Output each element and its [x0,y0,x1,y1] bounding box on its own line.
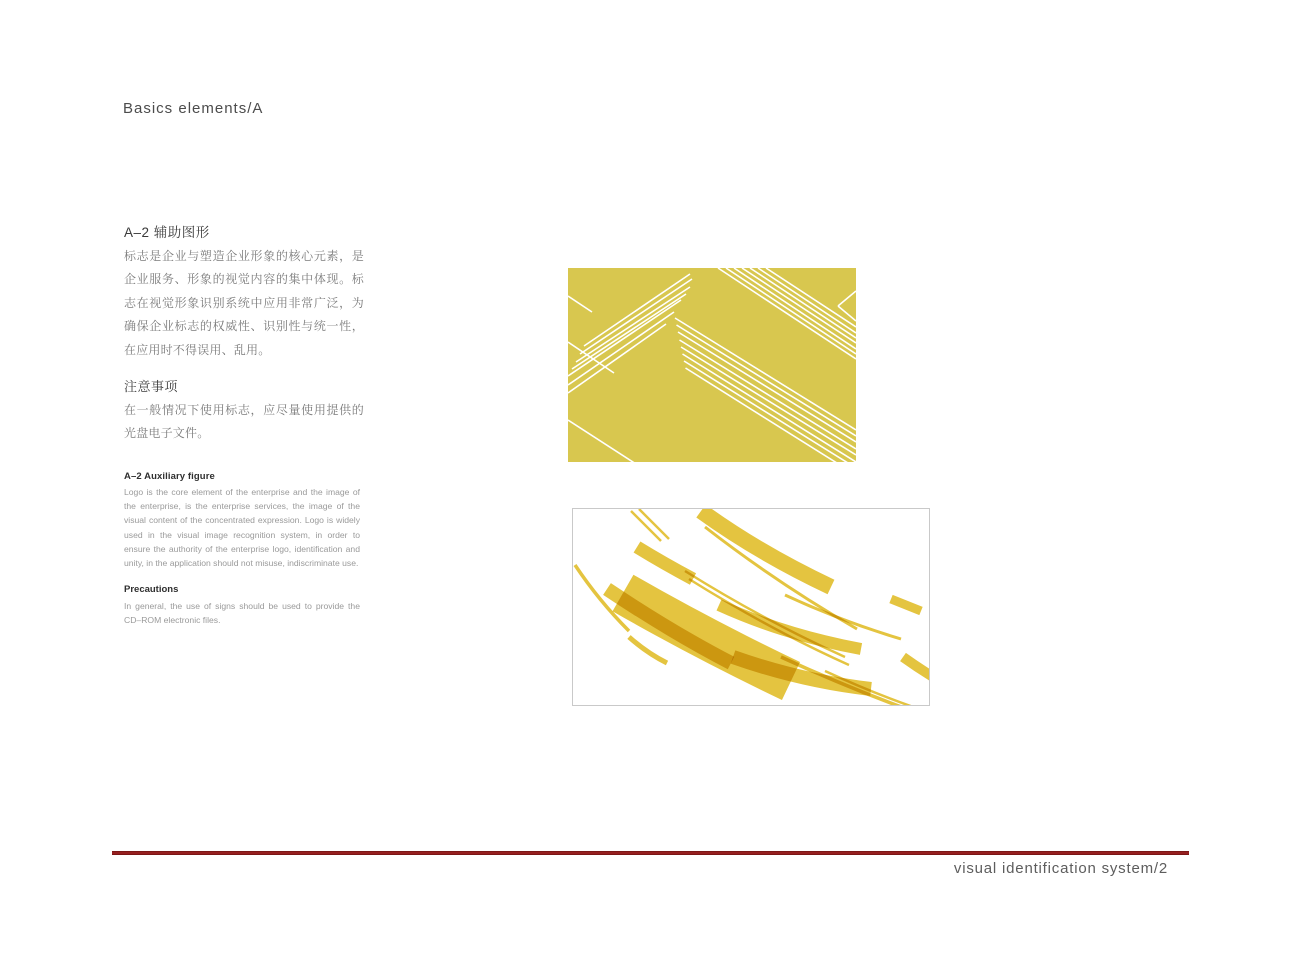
en-section-body: Logo is the core element of the enterprise and the image of the enterprise, is the enterprise services, the image of the visual content of the concentrated expression. Logo is widely used in the visual image recognition system, in order to ensure the authority of the enterprise logo, identification and unity, in the application should not misuse, indiscriminate use. [124,487,360,569]
en-precautions-body: In general, the use of signs should be used to provide the CD–ROM electronic files. [124,601,360,626]
footer-page-label: visual identification system/2 [953,860,1168,877]
en-precautions-title: Precautions [124,584,179,595]
en-section-title: A–2 Auxiliary figure [124,471,215,482]
footer-rule [112,851,1189,855]
zh-section-body: 标志是企业与塑造企业形象的核心元素，是企业服务、形象的视觉内容的集中体现。标志在视觉形象识别系统中应用非常广泛，为确保企业标志的权威性、识别性与统一性，在应用时不得误用、乱用。 [124,249,364,357]
auxiliary-pattern-graphic [568,268,856,462]
zh-precautions-body: 在一般情况下使用标志，应尽量使用提供的光盘电子文件。 [124,403,364,441]
pattern-background [568,268,856,462]
stripe-pattern-svg [568,268,856,462]
zh-precautions-title: 注意事项 [124,379,179,394]
curved-bands-svg [573,509,929,705]
page-header: Basics elements/A [123,100,264,117]
auxiliary-application-graphic [572,508,930,706]
zh-section-title: A–2 辅助图形 [124,225,210,240]
